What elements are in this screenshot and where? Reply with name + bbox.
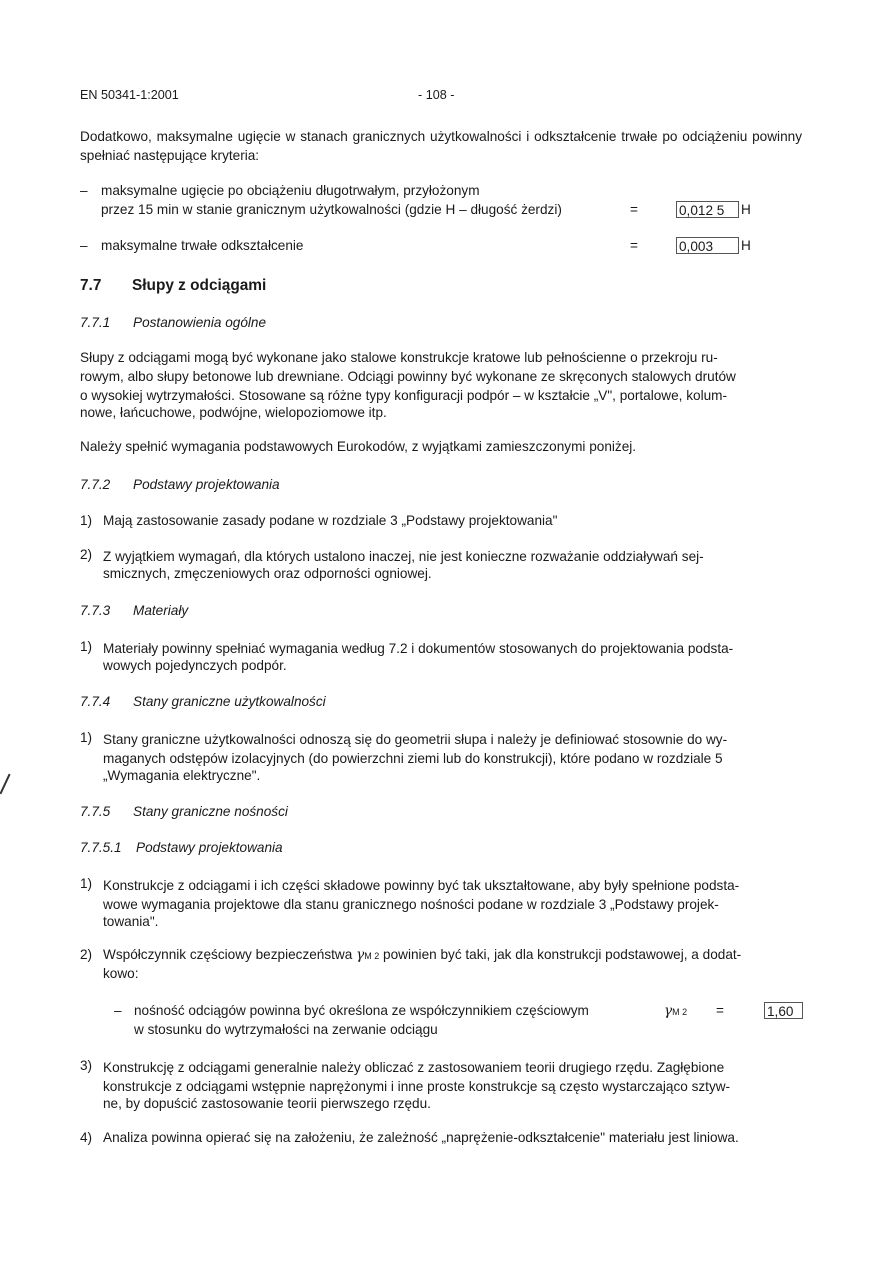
list-item-text-end: powinien być taki, jak dla konstrukcji podstawowej, a dodat-	[383, 947, 742, 962]
list-item-text: Analiza powinna opierać się na założeniu, że zależność „naprężenie-odkształcenie" materiału jest liniowa.	[103, 1130, 739, 1145]
section-7-7-5-1-number: 7.7.5.1	[80, 840, 122, 855]
section-7-7-1-title: Postanowienia ogólne	[133, 315, 267, 330]
criterion-1-unit: H	[741, 202, 751, 217]
list-item-text: konstrukcje z odciągami wstępnie naprężonymi i inne proste konstrukcje są często wystarczająco sztyw-	[103, 1079, 731, 1094]
criterion-1-value: 0,012 5	[676, 201, 739, 218]
list-number: 2)	[80, 947, 93, 962]
section-7-7-5-title: Stany graniczne nośności	[133, 804, 288, 819]
section-7-7-2-title: Podstawy projektowania	[133, 477, 280, 492]
list-item-text: Mają zastosowanie zasady podane w rozdziale 3 „Podstawy projektowania"	[103, 513, 558, 528]
criterion-2-unit: H	[741, 238, 751, 253]
list-number: 3)	[80, 1058, 93, 1073]
list-item-text: wowe wymagania projektowe dla stanu granicznego nośności podane w rozdziale 3 „Podstawy projek-	[103, 897, 719, 912]
standard-code: EN 50341-1:2001	[80, 88, 179, 102]
list-number: 1)	[80, 639, 93, 654]
list-item-text: Z wyjątkiem wymagań, dla których ustalono inaczej, nie jest konieczne rozważanie oddziaływań sej-	[103, 549, 704, 564]
list-item-text: Konstrukcje z odciągami i ich części składowe powinny być tak ukształtowane, aby były spełnione podsta-	[103, 878, 740, 893]
bullet-dash: –	[114, 1003, 122, 1018]
page-number: - 108 -	[418, 88, 455, 102]
section-7-7-5-1-title: Podstawy projektowania	[136, 840, 283, 855]
criterion-2-equals: =	[630, 238, 638, 253]
section-7-7-3-number: 7.7.3	[80, 603, 111, 618]
intro-paragraph: Dodatkowo, maksymalne ugięcie w stanach granicznych użytkowalności i odkształcenie trwałe po odciążeniu powinny spełniać następujące kryteria:	[80, 129, 802, 163]
paragraph-7-7-1-eurocodes: Należy spełnić wymagania podstawowych Eurokodów, z wyjątkami zamieszczonymi poniżej.	[80, 439, 637, 454]
list-item-text: Materiały powinny spełniać wymagania według 7.2 i dokumentów stosowanych do projektowania podsta-	[103, 641, 734, 656]
list-item-text-start: Współczynnik częściowy bezpieczeństwa	[103, 947, 353, 962]
bullet-dash: –	[80, 238, 88, 253]
list-number: 4)	[80, 1130, 93, 1145]
margin-mark	[0, 774, 11, 795]
criterion-2-value: 0,003	[676, 237, 739, 254]
gamma-symbol: γM 2	[356, 947, 380, 963]
subcriterion-equals: =	[716, 1003, 724, 1018]
section-7-7-title: Słupy z odciągami	[132, 277, 267, 294]
criterion-1-equals: =	[630, 202, 638, 217]
list-item-text: towania".	[103, 914, 159, 929]
list-number: 1)	[80, 876, 93, 891]
subcriterion-line2: w stosunku do wytrzymałości na zerwanie odciągu	[134, 1022, 438, 1037]
section-7-7-5-number: 7.7.5	[80, 804, 111, 819]
paragraph-7-7-1-line1: Słupy z odciągami mogą być wykonane jako stalowe konstrukcje kratowe lub pełnościenne o przekroju ru-	[80, 350, 718, 365]
section-7-7-number: 7.7	[80, 277, 102, 294]
list-item-text: Konstrukcję z odciągami generalnie należy obliczać z zastosowaniem teorii drugiego rzędu. Zagłębione	[103, 1060, 725, 1075]
list-item-text: Stany graniczne użytkowalności odnoszą się do geometrii słupa i należy je definiować stosownie do wy-	[103, 732, 728, 747]
list-number: 1)	[80, 730, 93, 745]
section-7-7-1-number: 7.7.1	[80, 315, 111, 330]
paragraph-7-7-1-line4: nowe, łańcuchowe, podwójne, wielopoziomowe itp.	[80, 405, 387, 420]
criterion-1-line1: maksymalne ugięcie po obciążeniu długotrwałym, przyłożonym	[101, 183, 480, 198]
bullet-dash: –	[80, 183, 88, 198]
gamma-symbol: γM 2	[664, 1003, 688, 1019]
list-item-text: ne, by dopuścić zastosowanie teorii pierwszego rzędu.	[103, 1096, 431, 1111]
subcriterion-value: 1,60	[764, 1002, 803, 1019]
criterion-1-line2: przez 15 min w stanie granicznym użytkowalności (gdzie H – długość żerdzi)	[101, 202, 562, 217]
criterion-2-line1: maksymalne trwałe odkształcenie	[101, 238, 304, 253]
list-number: 2)	[80, 547, 93, 562]
list-item-text: kowo:	[103, 966, 139, 981]
list-item-text	[103, 947, 802, 963]
paragraph-7-7-1-line2: rowym, albo słupy betonowe lub drewniane. Odciągi powinny być wykonane ze skręconych stalowych drutów	[80, 369, 736, 384]
list-number: 1)	[80, 513, 93, 528]
section-7-7-4-title: Stany graniczne użytkowalności	[133, 694, 326, 709]
paragraph-7-7-1-line3: o wysokiej wytrzymałości. Stosowane są różne typy konfiguracji podpór – w kształcie „V", portalowe, kolum-	[80, 388, 728, 403]
list-item-text: maganych odstępów izolacyjnych (do powierzchni ziemi lub do konstrukcji), które podano w rozdziale 5	[103, 751, 723, 766]
list-item-text: smicznych, zmęczeniowych oraz odporności ogniowej.	[103, 566, 432, 581]
subcriterion-line1: nośność odciągów powinna być określona ze współczynnikiem częściowym	[134, 1003, 589, 1018]
section-7-7-3-title: Materiały	[133, 603, 189, 618]
section-7-7-4-number: 7.7.4	[80, 694, 111, 709]
section-7-7-2-number: 7.7.2	[80, 477, 111, 492]
list-item-text: wowych pojedynczych podpór.	[103, 658, 287, 673]
list-item-text: „Wymagania elektryczne".	[103, 768, 261, 783]
